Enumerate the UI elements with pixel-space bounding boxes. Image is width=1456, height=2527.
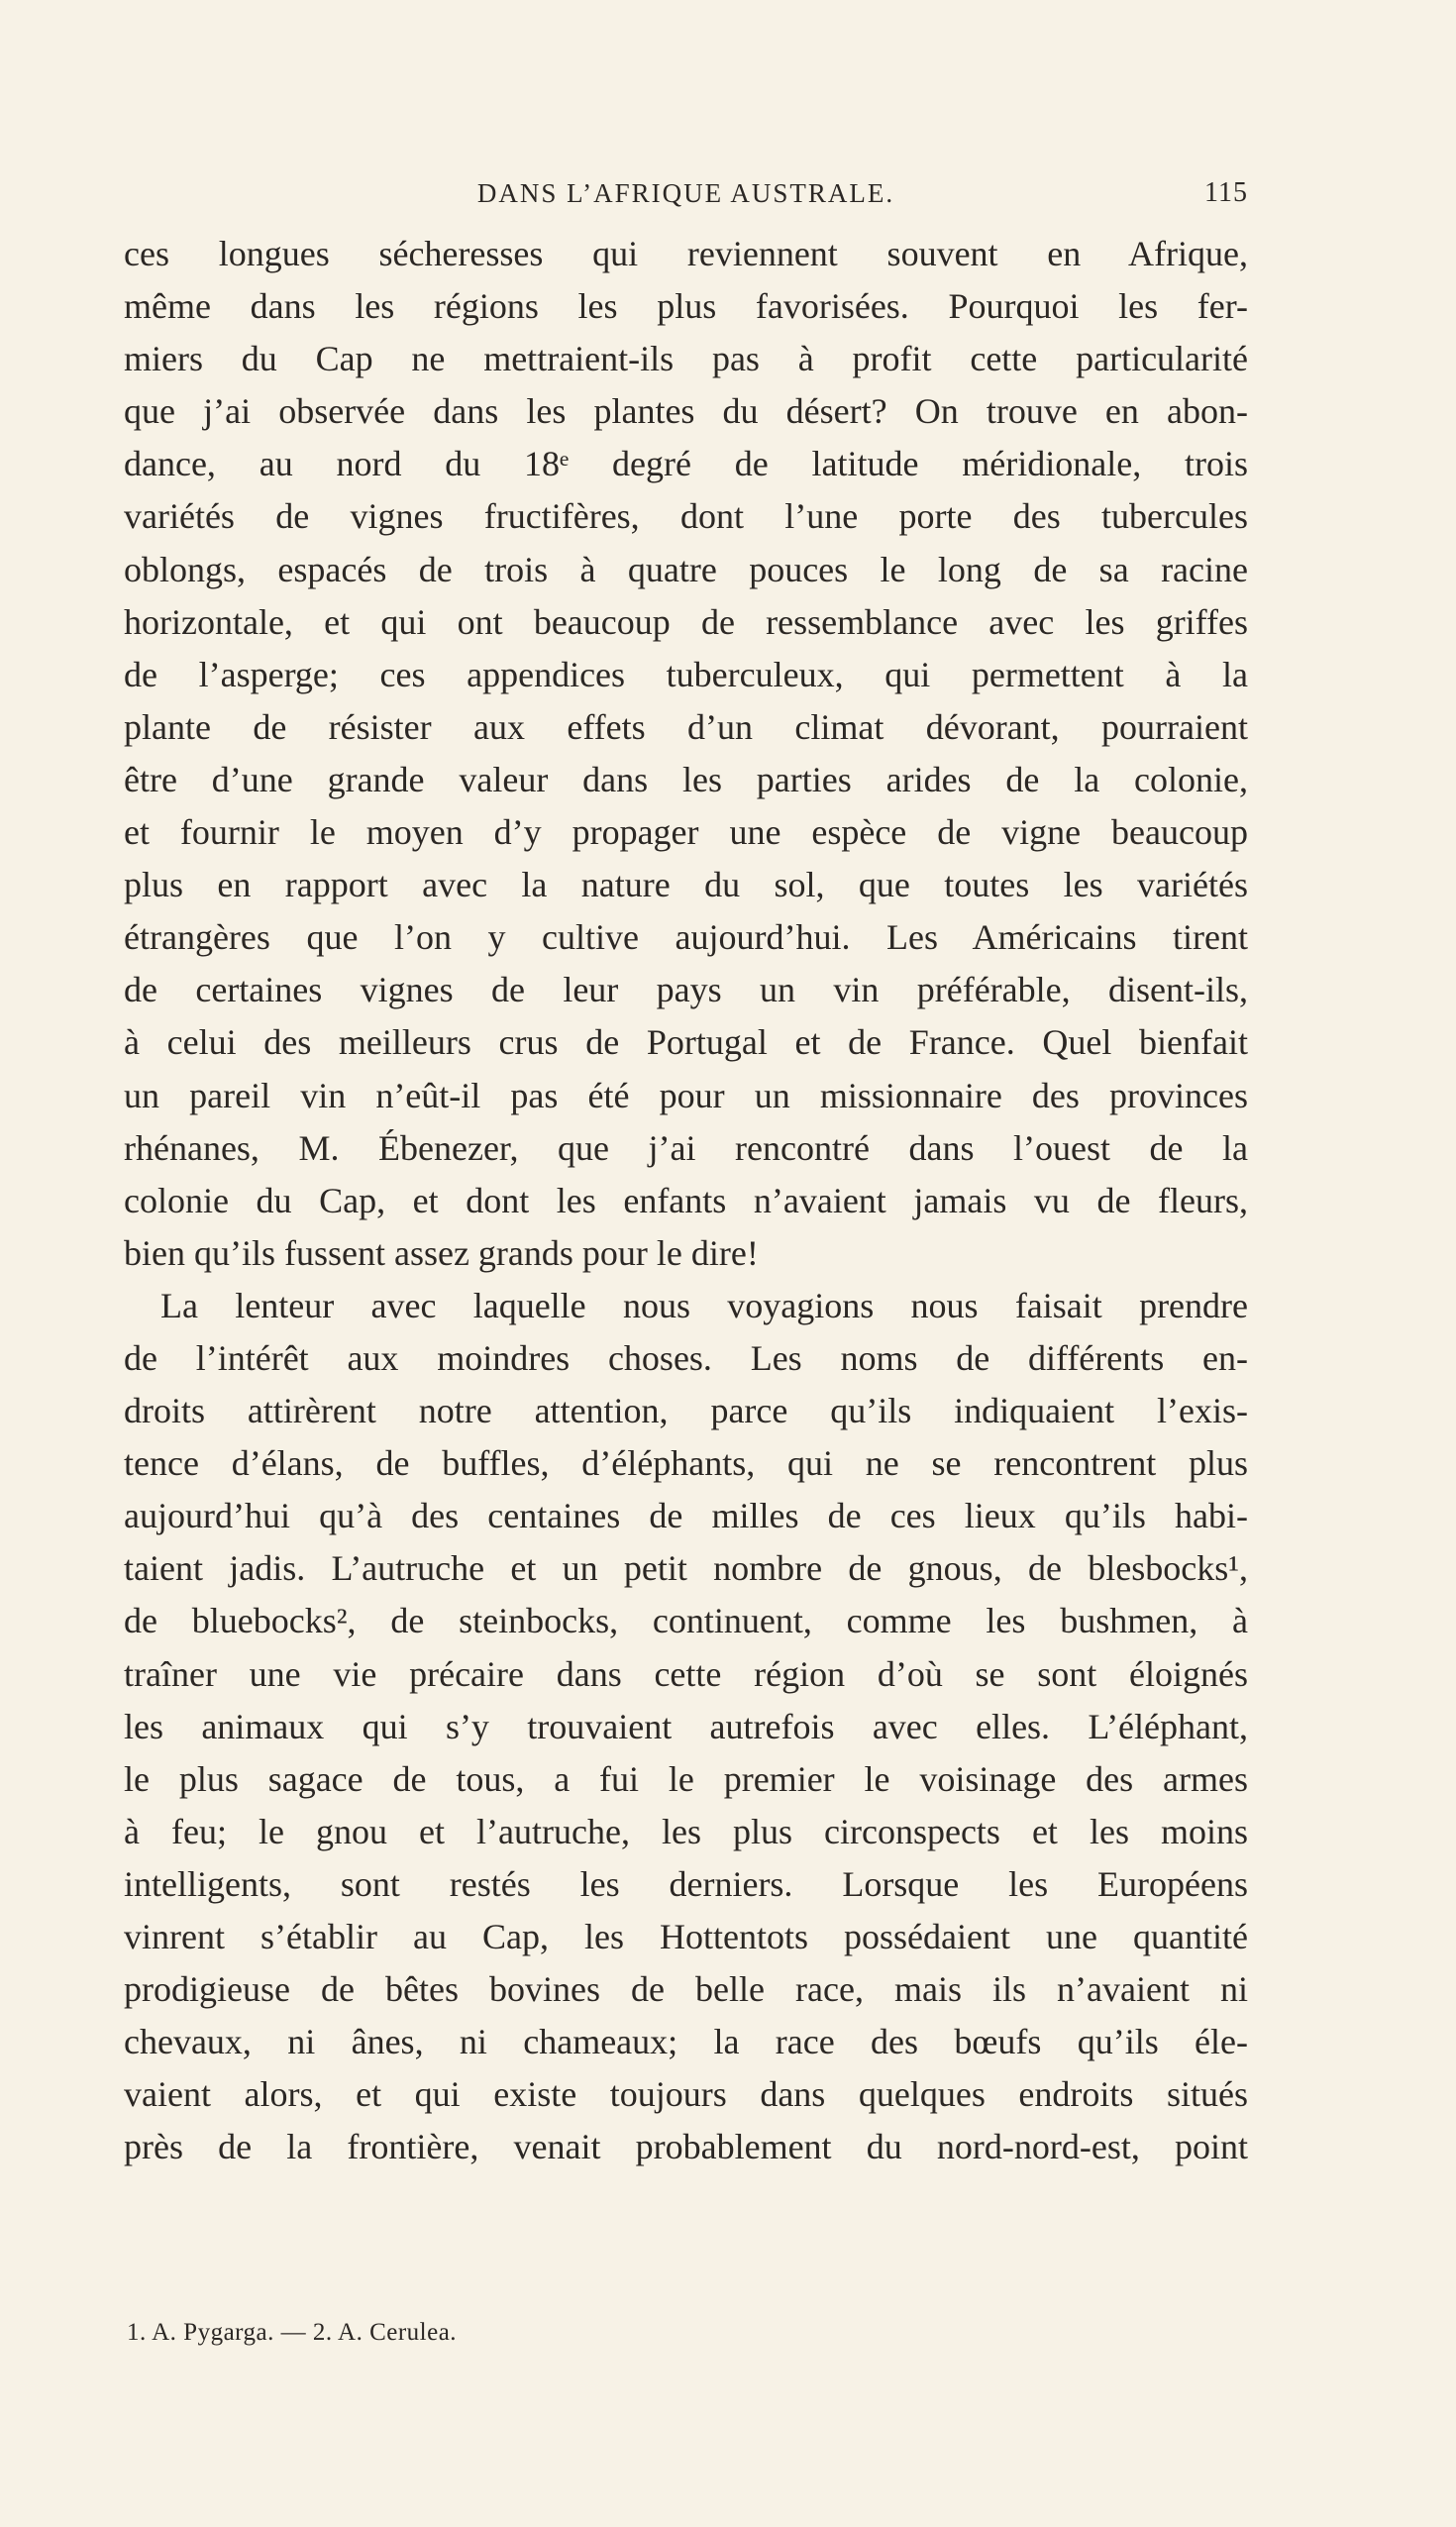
text-line: étrangères que l’on y cultive aujourd’hui. Les Américains tirent <box>124 917 1248 958</box>
text-line: ces longues sécheresses qui reviennent souvent en Afrique, <box>124 234 1248 273</box>
text-line: intelligents, sont restés les derniers. Lorsque les Européens <box>124 1863 1248 1904</box>
text-line: à celui des meilleurs crus de Portugal et de France. Quel bienfait <box>124 1022 1248 1063</box>
text-line: près de la frontière, venait probablement du nord-nord-est, point <box>124 2127 1248 2167</box>
text-line: vinrent s’établir au Cap, les Hottentots possédaient une quantité <box>124 1917 1248 1956</box>
text-line: un pareil vin n’eût-il pas été pour un missionnaire des provinces <box>124 1075 1248 1115</box>
text-line: oblongs, espacés de trois à quatre pouces le long de sa racine <box>124 549 1248 589</box>
text-line: que j’ai observée dans les plantes du désert? On trouve en abon- <box>124 391 1248 432</box>
text-line: chevaux, ni ânes, ni chameaux; la race des bœufs qu’ils éle- <box>124 2022 1248 2062</box>
text-line: être d’une grande valeur dans les parties arides de la colonie, <box>124 759 1248 799</box>
text-line: dance, au nord du 18ᵉ degré de latitude méridionale, trois <box>124 444 1248 484</box>
running-title: DANS L’AFRIQUE AUSTRALE. <box>476 178 895 208</box>
text-line: miers du Cap ne mettraient-ils pas à profit cette particularité <box>124 339 1248 379</box>
text-line: plus en rapport avec la nature du sol, que toutes les variétés <box>124 865 1248 905</box>
text-line: variétés de vignes fructifères, dont l’une porte des tubercules <box>124 496 1248 537</box>
text-line: traîner une vie précaire dans cette région d’où se sont éloignés <box>124 1653 1248 1694</box>
text-line: droits attirèrent notre attention, parce qu’ils indiquaient l’exis- <box>124 1391 1248 1431</box>
footnotes: 1. A. Pygarga. — 2. A. Cerulea. <box>127 2319 458 2346</box>
running-head <box>124 168 1248 218</box>
text-line: aujourd’hui qu’à des centaines de milles de ces lieux qu’ils habi- <box>124 1496 1248 1536</box>
text-line: de l’asperge; ces appendices tuberculeux, qui permettent à la <box>124 654 1248 694</box>
text-line: colonie du Cap, et dont les enfants n’avaient jamais vu de fleurs, <box>124 1180 1248 1220</box>
text-line: rhénanes, M. Ébenezer, que j’ai rencontré dans l’ouest de la <box>124 1127 1248 1168</box>
text-line: de bluebocks², de steinbocks, continuent, comme les bushmen, à <box>124 1601 1248 1641</box>
text-line: même dans les régions les plus favorisées. Pourquoi les fer- <box>124 286 1248 327</box>
body-text <box>124 228 1248 2173</box>
text-line: horizontale, et qui ont beaucoup de ressemblance avec les griffes <box>124 601 1248 642</box>
text-line: à feu; le gnou et l’autruche, les plus circonspects et les moins <box>124 1811 1248 1851</box>
text-line: de l’intérêt aux moindres choses. Les noms de différents en- <box>124 1337 1248 1378</box>
text-line: tence d’élans, de buffles, d’éléphants, qui ne se rencontrent plus <box>124 1443 1248 1484</box>
paragraph-start-line: La lenteur avec laquelle nous voyagions nous faisait prendre <box>160 1285 1248 1325</box>
text-line: plante de résister aux effets d’un climat dévorant, pourraient <box>124 706 1248 747</box>
paragraph-end-line: bien qu’ils fussent assez grands pour le dire! <box>124 1232 759 1273</box>
text-line: les animaux qui s’y trouvaient autrefois avec elles. L’éléphant, <box>124 1706 1248 1746</box>
text-line: de certaines vignes de leur pays un vin préférable, disent-ils, <box>124 970 1248 1010</box>
text-line: prodigieuse de bêtes bovines de belle race, mais ils n’avaient ni <box>124 1969 1248 2010</box>
text-line: vaient alors, et qui existe toujours dans quelques endroits situés <box>124 2074 1248 2115</box>
text-line: le plus sagace de tous, a fui le premier le voisinage des armes <box>124 1758 1248 1799</box>
text-line: et fournir le moyen d’y propager une espèce de vigne beaucoup <box>124 812 1248 853</box>
page-number: 115 <box>1204 177 1248 208</box>
text-line: taient jadis. L’autruche et un petit nombre de gnous, de blesbocks¹, <box>124 1548 1248 1589</box>
